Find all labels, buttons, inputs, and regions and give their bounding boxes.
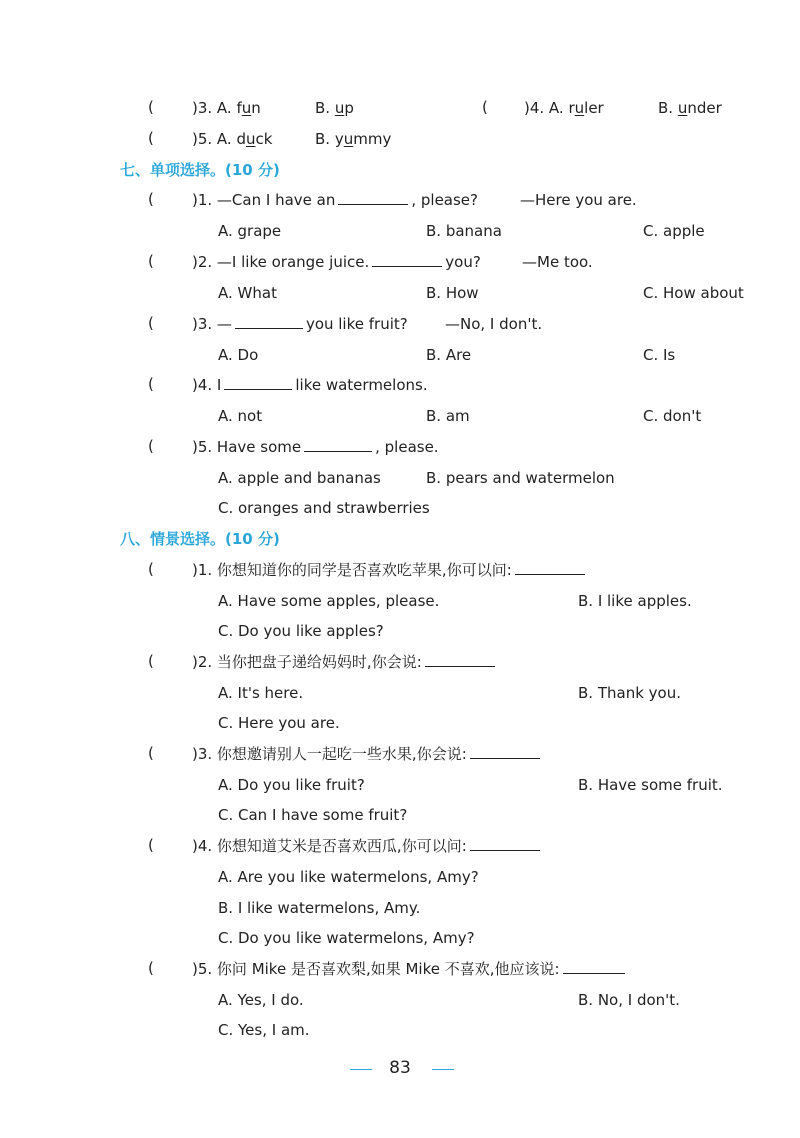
- option-7-3-a: A. Do: [218, 346, 259, 364]
- option-7-5-a: A. apple and bananas: [218, 469, 381, 487]
- question-8-2: [192, 652, 498, 672]
- answer-paren[interactable]: (: [482, 98, 488, 116]
- q-text: )1. 你想知道你的同学是否喜欢吃苹果,你可以问:: [192, 561, 512, 579]
- footer-dash-right: [432, 1069, 454, 1070]
- question-7-4: [192, 375, 428, 395]
- option-7-3-c: C. Is: [643, 346, 676, 364]
- option-8-2-a: A. It's here.: [218, 684, 304, 702]
- question-6-4: [524, 98, 604, 118]
- q-text: )2. 当你把盘子递给妈妈时,你会说:: [192, 653, 422, 671]
- answer-blank[interactable]: [338, 190, 408, 205]
- option-8-3-c: C. Can I have some fruit?: [218, 806, 408, 824]
- q-text-after: like watermelons.: [295, 376, 428, 394]
- q-text: )1. —Can I have an: [192, 191, 336, 209]
- underlined-letter: u: [574, 99, 585, 117]
- answer-paren[interactable]: (: [148, 190, 154, 208]
- section-7-heading: 七、单项选择。(10 分): [120, 161, 280, 179]
- option-7-5-c: C. oranges and strawberries: [218, 499, 430, 517]
- option-8-2-c: C. Here you are.: [218, 714, 340, 732]
- question-7-3: [192, 314, 408, 334]
- answer-paren[interactable]: (: [148, 836, 154, 854]
- option-7-1-a: A. grape: [218, 222, 282, 240]
- answer-blank[interactable]: [372, 252, 442, 267]
- word-rest: ck: [255, 130, 273, 148]
- question-8-3: [192, 744, 543, 764]
- page-number: 83: [389, 1058, 411, 1078]
- reply-7-3: —No, I don't.: [445, 315, 543, 333]
- option-7-2-b: B. How: [426, 284, 479, 302]
- q-text: )3. 你想邀请别人一起吃一些水果,你会说:: [192, 745, 467, 763]
- option-7-1-c: C. apple: [643, 222, 705, 240]
- q-text-after: , please?: [411, 191, 478, 209]
- q-text-after: , please.: [375, 438, 439, 456]
- option-7-2-c: C. How about: [643, 284, 744, 302]
- option-7-1-b: B. banana: [426, 222, 502, 240]
- question-7-1: [192, 190, 478, 210]
- question-7-5: [192, 437, 439, 457]
- q-text: )4. I: [192, 376, 222, 394]
- answer-paren[interactable]: (: [148, 744, 154, 762]
- underlined-letter: u: [677, 99, 688, 117]
- answer-paren[interactable]: (: [148, 98, 154, 116]
- question-6-3: [192, 98, 261, 118]
- option-6-5-b: [315, 129, 391, 149]
- option-8-2-b: B. Thank you.: [578, 684, 681, 702]
- option-8-5-c: C. Yes, I am.: [218, 1021, 310, 1039]
- answer-blank[interactable]: [515, 560, 585, 575]
- question-8-4: [192, 836, 543, 856]
- answer-paren[interactable]: (: [148, 560, 154, 578]
- option-label: B.: [315, 99, 335, 117]
- q-text-after: you like fruit?: [305, 315, 408, 333]
- option-8-5-a: A. Yes, I do.: [218, 991, 304, 1009]
- option-8-1-b: B. I like apples.: [578, 592, 692, 610]
- q-text: )5. Have some: [192, 438, 302, 456]
- underlined-letter: u: [241, 99, 252, 117]
- q-label: )3. A. f: [192, 99, 242, 117]
- option-6-4-b: [658, 98, 722, 118]
- option-8-1-a: A. Have some apples, please.: [218, 592, 440, 610]
- word-rest: mmy: [353, 130, 392, 148]
- q-text-after: you?: [445, 253, 481, 271]
- question-8-5: [192, 959, 628, 979]
- option-8-4-c: C. Do you like watermelons, Amy?: [218, 929, 475, 947]
- answer-paren[interactable]: (: [148, 959, 154, 977]
- question-8-1: [192, 560, 588, 580]
- answer-paren[interactable]: (: [148, 652, 154, 670]
- option-8-3-a: A. Do you like fruit?: [218, 776, 365, 794]
- answer-paren[interactable]: (: [148, 129, 154, 147]
- option-8-4-b: B. I like watermelons, Amy.: [218, 899, 421, 917]
- option-8-3-b: B. Have some fruit.: [578, 776, 723, 794]
- q-label: )4. A. r: [524, 99, 575, 117]
- reply-7-1: —Here you are.: [520, 191, 637, 209]
- answer-blank[interactable]: [563, 959, 625, 974]
- option-7-2-a: A. What: [218, 284, 277, 302]
- answer-paren[interactable]: (: [148, 252, 154, 270]
- question-6-5: [192, 129, 272, 149]
- underlined-letter: u: [246, 130, 256, 148]
- q-text: )3. —: [192, 315, 232, 333]
- section-8-heading: 八、情景选择。(10 分): [120, 530, 280, 548]
- option-8-4-a: A. Are you like watermelons, Amy?: [218, 868, 479, 886]
- answer-blank[interactable]: [470, 744, 540, 759]
- underlined-letter: u: [334, 99, 345, 117]
- underlined-letter: u: [343, 130, 354, 148]
- reply-7-2: —Me too.: [522, 253, 593, 271]
- answer-blank[interactable]: [235, 314, 303, 329]
- option-7-4-c: C. don't: [643, 407, 702, 425]
- option-7-5-b: B. pears and watermelon: [426, 469, 615, 487]
- answer-paren[interactable]: (: [148, 314, 154, 332]
- answer-paren[interactable]: (: [148, 375, 154, 393]
- option-label: B.: [658, 99, 678, 117]
- option-8-1-c: C. Do you like apples?: [218, 622, 384, 640]
- question-7-2: [192, 252, 481, 272]
- q-label: )5. A. d: [192, 130, 246, 148]
- option-7-3-b: B. Are: [426, 346, 472, 364]
- q-text: )2. —I like orange juice.: [192, 253, 370, 271]
- answer-paren[interactable]: (: [148, 437, 154, 455]
- q-text: )4. 你想知道艾米是否喜欢西瓜,你可以问:: [192, 837, 467, 855]
- word-rest: nder: [687, 99, 722, 117]
- answer-blank[interactable]: [304, 437, 372, 452]
- word-rest: ler: [584, 99, 604, 117]
- answer-blank[interactable]: [470, 836, 540, 851]
- option-8-5-b: B. No, I don't.: [578, 991, 680, 1009]
- word-rest: p: [344, 99, 354, 117]
- option-7-4-b: B. am: [426, 407, 470, 425]
- q-text: )5. 你问 Mike 是否喜欢梨,如果 Mike 不喜欢,他应该说:: [192, 960, 560, 978]
- option-7-4-a: A. not: [218, 407, 263, 425]
- option-label: B. y: [315, 130, 344, 148]
- option-6-3-b: [315, 98, 354, 118]
- answer-blank[interactable]: [425, 652, 495, 667]
- answer-blank[interactable]: [224, 375, 292, 390]
- word-rest: n: [251, 99, 261, 117]
